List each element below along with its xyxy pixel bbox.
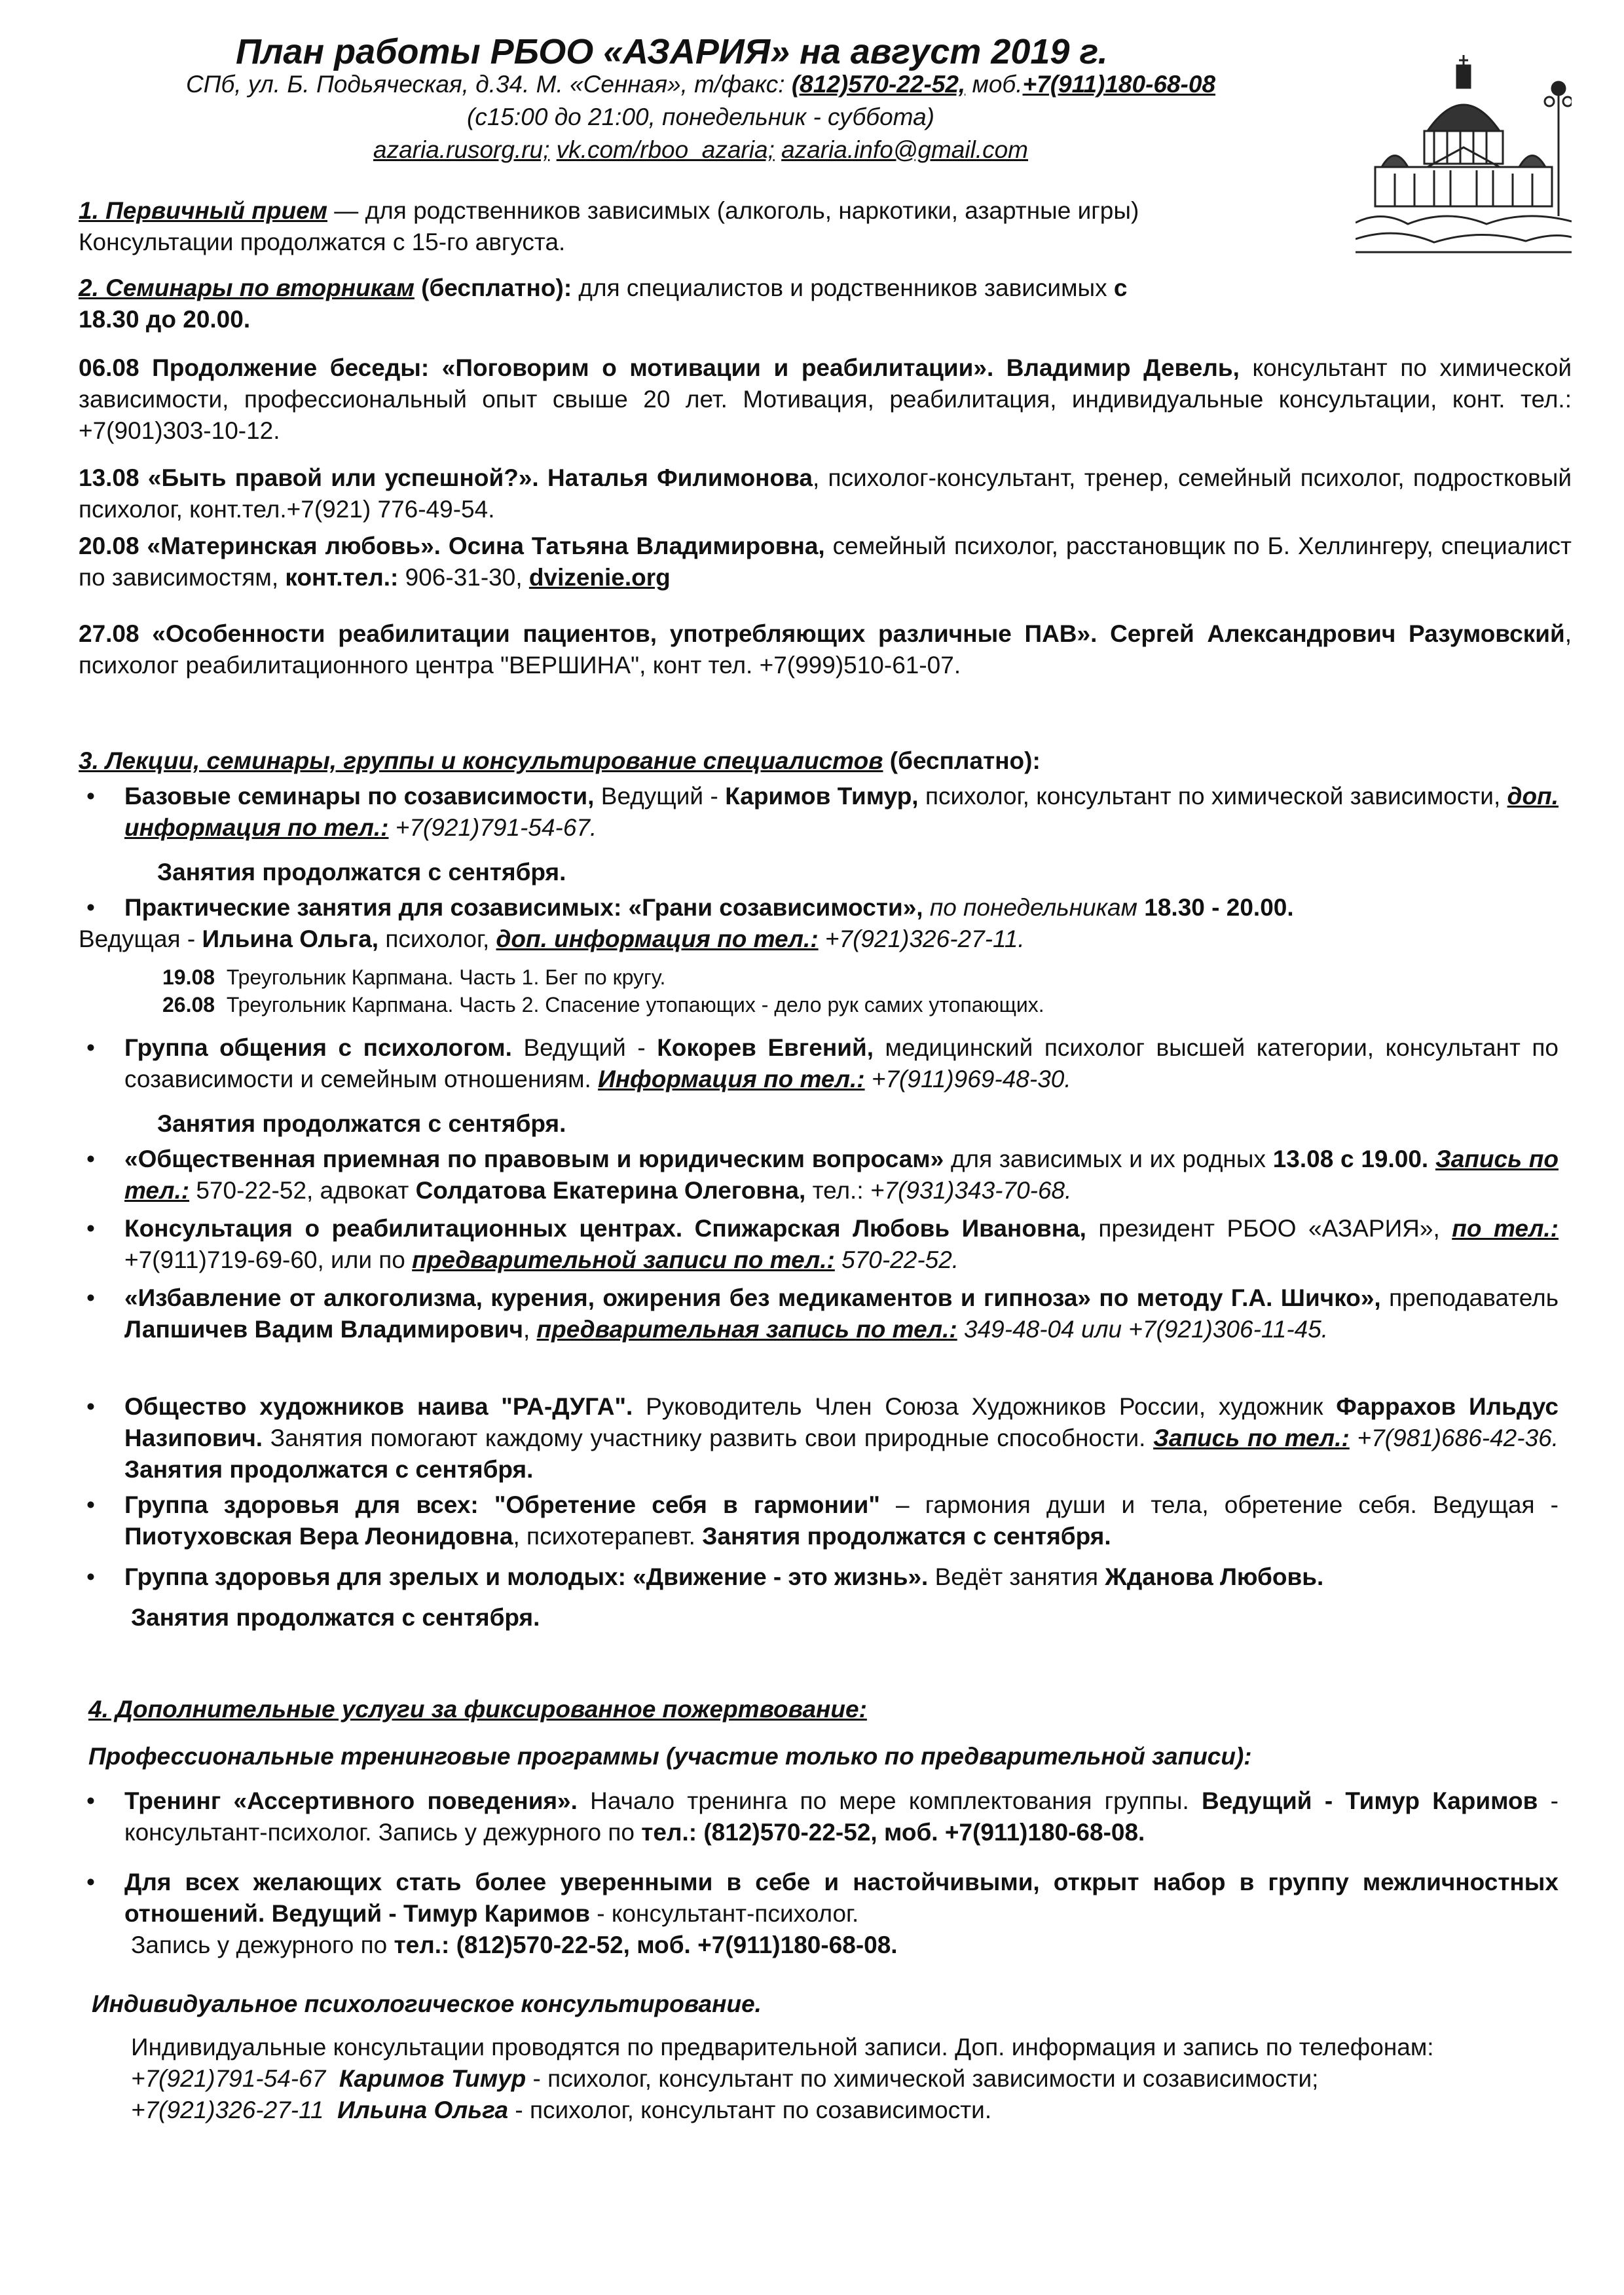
contact-desc: - психолог, консультант по химической зависимости и созависимости; bbox=[526, 2065, 1319, 2093]
item-info-label: предварительной записи по тел.: bbox=[412, 1246, 835, 1274]
individual-text: Индивидуальные консультации проводятся по предварительной записи. Доп. информация и запись по телефонам: bbox=[131, 2034, 1434, 2061]
section-2-audience: для специалистов и родственников зависимых bbox=[572, 274, 1114, 301]
list-item-harmony-group bbox=[79, 1489, 1559, 1552]
item-phone[interactable]: +7(981)686-42-36. bbox=[1349, 1425, 1559, 1452]
event-0608 bbox=[79, 352, 1572, 447]
item-text: психолог, bbox=[378, 925, 496, 953]
item-info-label: доп. информация по тел.: bbox=[124, 783, 1559, 842]
item-time: 18.30 - 20.00. bbox=[1144, 894, 1294, 921]
section-1 bbox=[79, 195, 1336, 258]
bullet-icon: • bbox=[86, 1393, 95, 1420]
list-item-interpersonal-group bbox=[79, 1867, 1559, 1961]
session-row bbox=[79, 964, 1559, 992]
individual-title: Индивидуальное психологическое консультирование. bbox=[92, 1990, 762, 2017]
event-desc: семейный психолог, расстановщик по Б. Хеллингеру, специалист по зависимостям, bbox=[79, 532, 1572, 591]
item-text: Ведущий - bbox=[594, 783, 726, 810]
section-1-title: 1. Первичный прием bbox=[79, 197, 328, 224]
contact-desc: - психолог, консультант по созависимости. bbox=[508, 2097, 992, 2124]
event-2008 bbox=[79, 531, 1572, 593]
item-text: 570-22-52, адвокат bbox=[189, 1177, 416, 1204]
bullet-icon: • bbox=[86, 1284, 95, 1311]
event-speaker: Наталья Филимонова bbox=[538, 464, 813, 491]
list-item-assertive-training bbox=[79, 1785, 1559, 1848]
item-note: Занятия продолжатся с сентября. bbox=[157, 1110, 566, 1138]
item-text: Ведёт занятия bbox=[928, 1563, 1105, 1590]
bullet-icon: • bbox=[86, 1146, 95, 1172]
event-title: «Быть правой или успешной?». bbox=[139, 464, 539, 491]
contact-phone[interactable]: +7(921)326-27-11 bbox=[131, 2097, 324, 2124]
header-contacts bbox=[79, 68, 1323, 166]
item-time: 13.08 с 19.00. bbox=[1272, 1146, 1429, 1172]
item-info-label: Информация по тел.: bbox=[598, 1066, 865, 1093]
item-text: Занятия помогают каждому участнику развить свои природные способности. bbox=[263, 1425, 1154, 1452]
item-info-label: доп. информация по тел.: bbox=[496, 925, 819, 953]
session-row bbox=[79, 992, 1559, 1019]
event-phone: 906-31-30, bbox=[398, 564, 529, 591]
event-2708 bbox=[79, 618, 1572, 681]
contact-row bbox=[92, 2063, 1565, 2095]
item-note: Занятия продолжатся с сентября. bbox=[702, 1523, 1111, 1550]
item-info-label: Запись по тел.: bbox=[1153, 1425, 1350, 1452]
event-date: 13.08 bbox=[79, 464, 139, 491]
item-phone[interactable]: тел.: (812)570-22-52, моб. +7(911)180-68-08. bbox=[641, 1819, 1145, 1846]
section-4-header bbox=[88, 1694, 1555, 1772]
session-text: Треугольник Карпмана. Часть 2. Спасение утопающих - дело рук самих утопающих. bbox=[226, 992, 1044, 1017]
section-2-time: 18.30 до 20.00. bbox=[79, 306, 251, 333]
contact-name: Каримов Тимур bbox=[339, 2065, 526, 2093]
bullet-icon: • bbox=[86, 1787, 95, 1814]
item-text: психолог, консультант по химической зависимости, bbox=[918, 783, 1507, 810]
address-line bbox=[79, 68, 1323, 101]
item-title: Тренинг «Ассертивного поведения». bbox=[124, 1787, 578, 1814]
item-leader: Солдатова Екатерина Олеговна, bbox=[415, 1177, 806, 1204]
item-text: +7(911)719-69-60, или по bbox=[124, 1246, 413, 1274]
item-title: Общество художников наива "РА-ДУГА". bbox=[124, 1393, 633, 1420]
item-text: Руководитель Член Союза Художников России, художник bbox=[633, 1393, 1337, 1420]
item-leader: Ведущий - Тимур Каримов bbox=[1202, 1787, 1538, 1814]
item-title: «Общественная приемная по правовым и юридическим вопросам» bbox=[124, 1146, 944, 1172]
event-date: 20.08 bbox=[79, 532, 139, 559]
office-phone[interactable]: (812)570-22-52, bbox=[791, 71, 966, 98]
event-desc: , психолог-консультант, тренер, семейный психолог, подростковый психолог, конт.тел.+7(921) 776-49-54. bbox=[79, 464, 1572, 523]
item-text: для зависимых и их родных bbox=[944, 1146, 1273, 1172]
event-1308 bbox=[79, 462, 1572, 525]
event-speaker: Владимир Девель, bbox=[993, 354, 1240, 381]
event-title: «Особенности реабилитации пациентов, употребляющих различные ПАВ». bbox=[139, 620, 1098, 647]
item-text: Начало тренинга по мере комплектования группы. bbox=[577, 1787, 1202, 1814]
cathedral-illustration bbox=[1356, 52, 1572, 255]
event-desc: , психолог реабилитационного центра "ВЕРШИНА", конт тел. +7(999)510-61-07. bbox=[79, 620, 1572, 679]
item-leader: Пиотуховская Вера Леонидовна bbox=[124, 1523, 513, 1550]
item-text: - консультант-психолог. bbox=[589, 1900, 859, 1928]
session-text: Треугольник Карпмана. Часть 1. Бег по кругу. bbox=[226, 965, 666, 990]
contact-phone[interactable]: +7(921)791-54-67 bbox=[131, 2065, 326, 2093]
section-2-header bbox=[79, 272, 1362, 335]
item-leader: Лапшичев Вадим Владимирович bbox=[124, 1316, 523, 1343]
item-title: Практические занятия для созависимых: «Грани созависимости», bbox=[124, 894, 923, 921]
section-1-note: Консультации продолжатся с 15-го августа. bbox=[79, 229, 566, 256]
mobile-phone[interactable]: +7(911)180-68-08 bbox=[1022, 71, 1216, 98]
item-note: Занятия продолжатся с сентября. bbox=[124, 1456, 534, 1483]
item-phone[interactable]: +7(931)343-70-68. bbox=[870, 1177, 1072, 1204]
item-text: - консультант-психолог. Запись у дежурного по bbox=[124, 1787, 1559, 1846]
item-leader: Ильина Ольга, bbox=[202, 925, 379, 953]
contact-name: Ильина Ольга bbox=[337, 2097, 509, 2124]
session-date: 26.08 bbox=[162, 992, 215, 1017]
bullet-icon: • bbox=[86, 894, 95, 921]
list-item-shichko bbox=[79, 1282, 1559, 1345]
section-4-title: 4. Дополнительные услуги за фиксированное пожертвование: bbox=[88, 1696, 867, 1723]
item-title: «Избавление от алкоголизма, курения, ожирения без медикаментов и гипноза» по методу Г.А. Шичко», bbox=[124, 1284, 1381, 1311]
item-text: , bbox=[523, 1316, 537, 1343]
event-date: 27.08 bbox=[79, 620, 139, 647]
event-speaker: Сергей Александрович Разумовский bbox=[1097, 620, 1565, 647]
bullet-icon: • bbox=[86, 1215, 95, 1242]
item-leader: Каримов Тимур, bbox=[725, 783, 919, 810]
links-line bbox=[79, 134, 1323, 166]
item-info-label: по тел.: bbox=[1452, 1215, 1559, 1242]
address: СПб, ул. Б. Подьяческая, д.34. М. «Сенная», т/факс: bbox=[185, 71, 785, 98]
item-phone[interactable]: тел.: (812)570-22-52, моб. +7(911)180-68-08. bbox=[394, 1931, 898, 1959]
item-phone[interactable]: +7(921)326-27-11. bbox=[818, 925, 1025, 953]
item-info-label: предварительная запись по тел.: bbox=[536, 1316, 957, 1343]
list-item-legal-reception bbox=[79, 1144, 1559, 1206]
section-4-subtitle: Профессиональные тренинговые программы (участие только по предварительной записи): bbox=[88, 1743, 1252, 1770]
working-hours: (с15:00 до 21:00, понедельник - суббота) bbox=[467, 103, 934, 130]
list-item-movement-group bbox=[79, 1561, 1559, 1633]
list-item-practical-classes bbox=[79, 892, 1559, 1018]
item-text: президент РБОО «АЗАРИЯ», bbox=[1086, 1215, 1452, 1242]
item-phone[interactable]: +7(921)791-54-67. bbox=[388, 814, 597, 842]
mobile-label: моб. bbox=[972, 71, 1023, 98]
item-text: Ведущий - bbox=[511, 1034, 657, 1061]
item-title: Группа здоровья для всех: "Обретение себя в гармонии" bbox=[124, 1491, 880, 1518]
list-item-psychologist-group bbox=[79, 1032, 1559, 1140]
item-text: преподаватель bbox=[1380, 1284, 1559, 1311]
event-date: 06.08 bbox=[79, 354, 139, 381]
item-leader: Фаррахов Ильдус Назипович. bbox=[124, 1393, 1559, 1452]
list-item-rehab-consult bbox=[79, 1213, 1559, 1276]
item-text: тел.: bbox=[805, 1177, 870, 1204]
page-title: План работы РБОО «АЗАРИЯ» на август 2019 г. bbox=[236, 32, 1108, 71]
item-title: Группа здоровья для зрелых и молодых: «Движение - это жизнь». bbox=[124, 1563, 929, 1590]
event-speaker: Осина Татьяна Владимировна, bbox=[440, 532, 825, 559]
list-item-art-society bbox=[79, 1391, 1559, 1485]
section-2-title: 2. Семинары по вторникам bbox=[79, 274, 415, 301]
event-desc: консультант по химической зависимости, профессиональный опыт свыше 20 лет. Мотивация, реабилитация, индивидуальные консультации, конт. тел.: +7(901)303-10-12. bbox=[79, 354, 1572, 445]
section-3-title: 3. Лекции, семинары, группы и консультирование специалистов bbox=[79, 747, 883, 774]
item-schedule: по понедельникам bbox=[923, 894, 1145, 921]
item-title: Базовые семинары по созависимости, bbox=[124, 783, 595, 810]
item-phone[interactable]: 349-48-04 или +7(921)306-11-45. bbox=[957, 1316, 1329, 1343]
section-3-free: (бесплатно): bbox=[883, 747, 1041, 774]
vk-link[interactable]: vk.com/rboo_azaria; bbox=[556, 136, 775, 163]
item-info-label: Запись по тел.: bbox=[124, 1146, 1559, 1204]
event-link[interactable]: dvizenie.org bbox=[528, 564, 671, 591]
bullet-icon: • bbox=[86, 783, 95, 810]
item-phone[interactable]: 570-22-52. bbox=[834, 1246, 959, 1274]
site-link[interactable]: azaria.rusorg.ru; bbox=[373, 136, 550, 163]
item-phone[interactable]: +7(911)969-48-30. bbox=[864, 1066, 1071, 1093]
event-phone-label: конт.тел.: bbox=[285, 564, 399, 591]
item-title: Группа общения с психологом. bbox=[124, 1034, 512, 1061]
item-note: Занятия продолжатся с сентября. bbox=[157, 859, 566, 886]
event-title: «Материнская любовь». bbox=[139, 532, 441, 559]
item-text: – гармония души и тела, обретение себя. Ведущая - bbox=[879, 1491, 1559, 1518]
item-text: Запись у дежурного по bbox=[131, 1931, 394, 1959]
item-leader: Жданова Любовь. bbox=[1105, 1563, 1324, 1590]
individual-consulting bbox=[92, 1988, 1565, 2126]
item-text: , психотерапевт. bbox=[513, 1523, 703, 1550]
list-item-basic-seminars bbox=[79, 781, 1559, 888]
event-title: Продолжение беседы: «Поговорим о мотивации и реабилитации». bbox=[139, 354, 994, 381]
item-text bbox=[1428, 1146, 1435, 1172]
item-text: Ведущая - bbox=[79, 925, 202, 953]
session-date: 19.08 bbox=[162, 965, 215, 990]
section-2-free: (бесплатно): bbox=[414, 274, 572, 301]
section-3-header bbox=[79, 745, 1559, 777]
section-1-text: — для родственников зависимых (алкоголь, наркотики, азартные игры) bbox=[327, 197, 1139, 224]
section-2-time-a: с bbox=[1113, 274, 1128, 301]
cathedral-icon bbox=[1356, 52, 1572, 255]
bullet-icon: • bbox=[86, 1491, 95, 1518]
bullet-icon: • bbox=[86, 1563, 95, 1590]
bullet-icon: • bbox=[86, 1034, 95, 1061]
item-text: медицинский психолог высшей категории, консультант по созависимости и семейным отношениям. bbox=[124, 1034, 1559, 1093]
item-leader: Кокорев Евгений, bbox=[657, 1034, 874, 1061]
contact-row bbox=[92, 2095, 1565, 2126]
item-title: Для всех желающих стать более уверенными в себе и настойчивыми, открыт набор в группу межличностных отношений. Ведущий - Тимур Каримов bbox=[124, 1869, 1559, 1928]
item-note: Занятия продолжатся с сентября. bbox=[131, 1604, 540, 1632]
bullet-icon: • bbox=[86, 1869, 95, 1895]
email-link[interactable]: azaria.info@gmail.com bbox=[781, 136, 1028, 163]
item-title: Консультация о реабилитационных центрах. Спижарская Любовь Ивановна, bbox=[124, 1215, 1086, 1242]
